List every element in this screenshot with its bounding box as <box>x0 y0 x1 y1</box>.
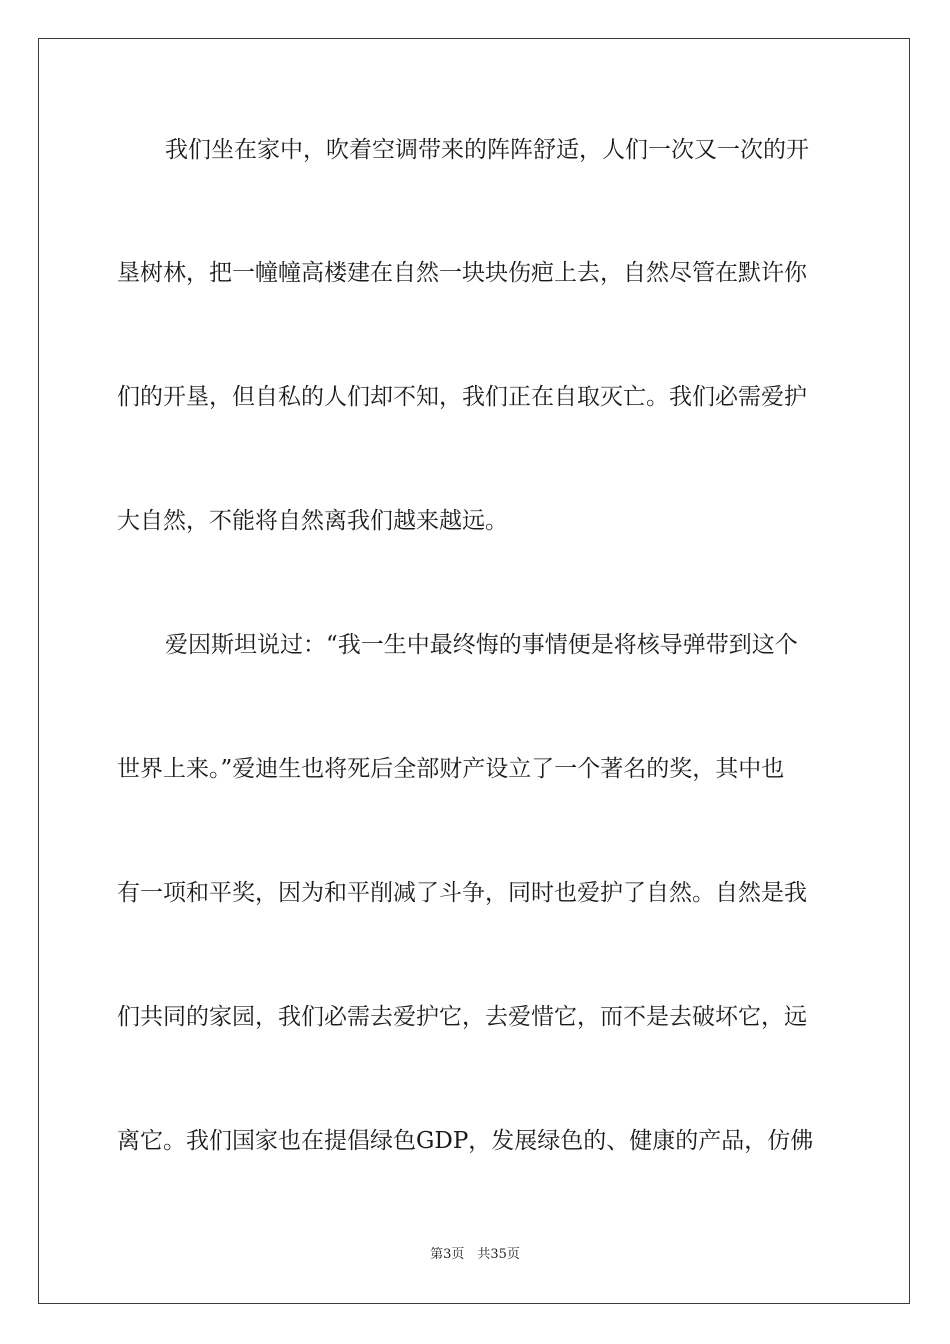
paragraph-2-line-5: 离它。我们国家也在提倡绿色GDP，发展绿色的、健康的产品，仿佛 <box>117 1128 814 1154</box>
paragraph-1-line-2: 垦树林，把一幢幢高楼建在自然一块块伤疤上去，自然尽管在默许你 <box>117 260 807 286</box>
page-number-footer: 第3页 共35页 <box>430 1247 520 1262</box>
paragraph-2-line-3: 有一项和平奖，因为和平削减了斗争，同时也爱护了自然。自然是我 <box>117 880 807 906</box>
page-border <box>38 38 910 1304</box>
paragraph-2-line-2: 世界上来。”爱迪生也将死后全部财产设立了一个著名的奖，其中也 <box>117 756 785 782</box>
paragraph-1-line-4: 大自然，不能将自然离我们越来越远。 <box>117 508 508 534</box>
paragraph-2-line-4: 们共同的家园，我们必需去爱护它，去爱惜它，而不是去破坏它，远 <box>117 1004 807 1030</box>
paragraph-1-line-1: 我们坐在家中，吹着空调带来的阵阵舒适，人们一次又一次的开 <box>165 137 809 163</box>
paragraph-2-line-1: 爱因斯坦说过：“我一生中最终悔的事情便是将核导弹带到这个 <box>165 632 798 658</box>
paragraph-1-line-3: 们的开垦，但自私的人们却不知，我们正在自取灭亡。我们必需爱护 <box>117 384 807 410</box>
